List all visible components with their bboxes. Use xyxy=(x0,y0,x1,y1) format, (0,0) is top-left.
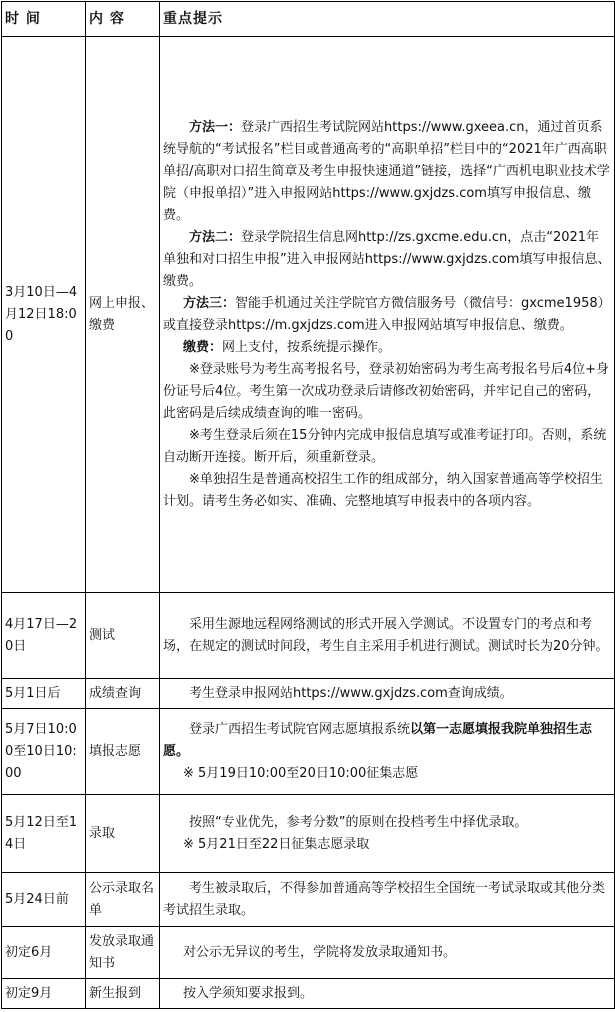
table-row xyxy=(2,679,615,709)
fee-text: 网上支付，按系统提示操作。 xyxy=(222,339,392,355)
row-time: 5月12日至14日 xyxy=(2,795,86,873)
header-content: 内 容 xyxy=(86,2,160,37)
header-row xyxy=(2,2,615,37)
row-time: 初定6月 xyxy=(2,927,86,979)
row-item: 测试 xyxy=(86,593,160,679)
row-time: 5月1日后 xyxy=(2,679,86,709)
row-notes: 采用生源地远程网络测试的形式开展入学测试。不设置专门的考点和考场，在规定的测试时间段，考生自主采用手机进行测试。测试时长为20分钟。 xyxy=(160,593,615,679)
method-three-label: 方法三： xyxy=(183,295,236,311)
row-item: 公示录取名单 xyxy=(86,873,160,927)
table-row xyxy=(2,979,615,1009)
row-notes: 对公示无异议的考生，学院将发放录取通知书。 xyxy=(160,927,615,979)
method-one-text: 登录广西招生考试院网站https://www.gxeea.cn，通过首页系统导航的“考试报名”栏目或普通高考的“高职单招”栏目中的“2021年广西高职单招/高职对口招生简章及考生申报快速通道”链接，选择“广西机电职业技术学院（申报单招）”进入申报网站https://www.gxjdzs.com填写申报信息、缴费。 xyxy=(163,119,610,223)
schedule-table xyxy=(1,1,615,1009)
row-item: 网上申报、缴费 xyxy=(86,37,160,593)
note-supplementary: ※ 5月21日至22日征集志愿录取 xyxy=(183,836,370,852)
bold-instruction: 以第一志愿填报我院单独招生志愿。 xyxy=(163,721,593,759)
row-time: 5月7日10:00至10日10:00 xyxy=(2,709,86,795)
method-three-text: 智能手机通过关注学院官方微信服务号（微信号：gxcme1958）或直接登录https://m.gxjdzs.com进入申报网站填写申报信息、缴费。 xyxy=(163,295,611,333)
table-row xyxy=(2,709,615,795)
table-row xyxy=(2,795,615,873)
row-notes: 考生被录取后，不得参加普通高等学校招生全国统一考试录取或其他分类考试招生录取。 xyxy=(160,873,615,927)
row-time: 3月10日—4月12日18:00 xyxy=(2,37,86,593)
fee-label: 缴费： xyxy=(183,339,223,355)
row-item: 成绩查询 xyxy=(86,679,160,709)
row-notes: 考生登录申报网站https://www.gxjdzs.com查询成绩。 xyxy=(160,679,615,709)
row-item: 填报志愿 xyxy=(86,709,160,795)
method-two-text: 登录学院招生信息网http://zs.gxcme.edu.cn，点击“2021年单独和对口招生申报”进入申报网站https://www.gxjdzs.com填写申报信息、缴费。 xyxy=(163,229,611,289)
row-notes: 按入学须知要求报到。 xyxy=(160,979,615,1009)
row-notes xyxy=(160,37,615,593)
row-item: 录取 xyxy=(86,795,160,873)
row-time: 初定9月 xyxy=(2,979,86,1009)
header-notes: 重点提示 xyxy=(160,2,615,37)
method-one-label: 方法一： xyxy=(189,119,242,135)
header-time: 时 间 xyxy=(2,2,86,37)
table-row xyxy=(2,37,615,593)
row-item: 发放录取通知书 xyxy=(86,927,160,979)
row-time: 4月17日—20日 xyxy=(2,593,86,679)
note-supplementary: ※ 5月19日10:00至20日10:00征集志愿 xyxy=(183,765,419,781)
row-notes: 按照“专业优先，参考分数”的原则在投档考生中择优录取。 ※ 5月21日至22日征集志愿录取 xyxy=(160,795,615,873)
row-time: 5月24日前 xyxy=(2,873,86,927)
row-item: 新生报到 xyxy=(86,979,160,1009)
note-plan: ※单独招生是普通高校招生工作的组成部分，纳入国家普通高等学校招生计划。请考生务必如实、准确、完整地填写申报表中的各项内容。 xyxy=(163,471,603,509)
method-two-label: 方法二： xyxy=(189,229,242,245)
note-login: ※登录账号为考生高考报名号，登录初始密码为考生高考报名号后4位+身份证号后4位。考生第一次成功登录后请修改初始密码，并牢记自己的密码，此密码是后续成绩查询的唯一密码。 xyxy=(163,361,610,421)
row-notes: 登录广西招生考试院官网志愿填报系统以第一志愿填报我院单独招生志愿。 ※ 5月19日10:00至20日10:00征集志愿 xyxy=(160,709,615,795)
table-row xyxy=(2,873,615,927)
table-row xyxy=(2,927,615,979)
note-timeout: ※考生登录后须在15分钟内完成申报信息填写或准考证打印。否则，系统自动断开连接。断开后，须重新登录。 xyxy=(163,427,607,465)
table-row xyxy=(2,593,615,679)
